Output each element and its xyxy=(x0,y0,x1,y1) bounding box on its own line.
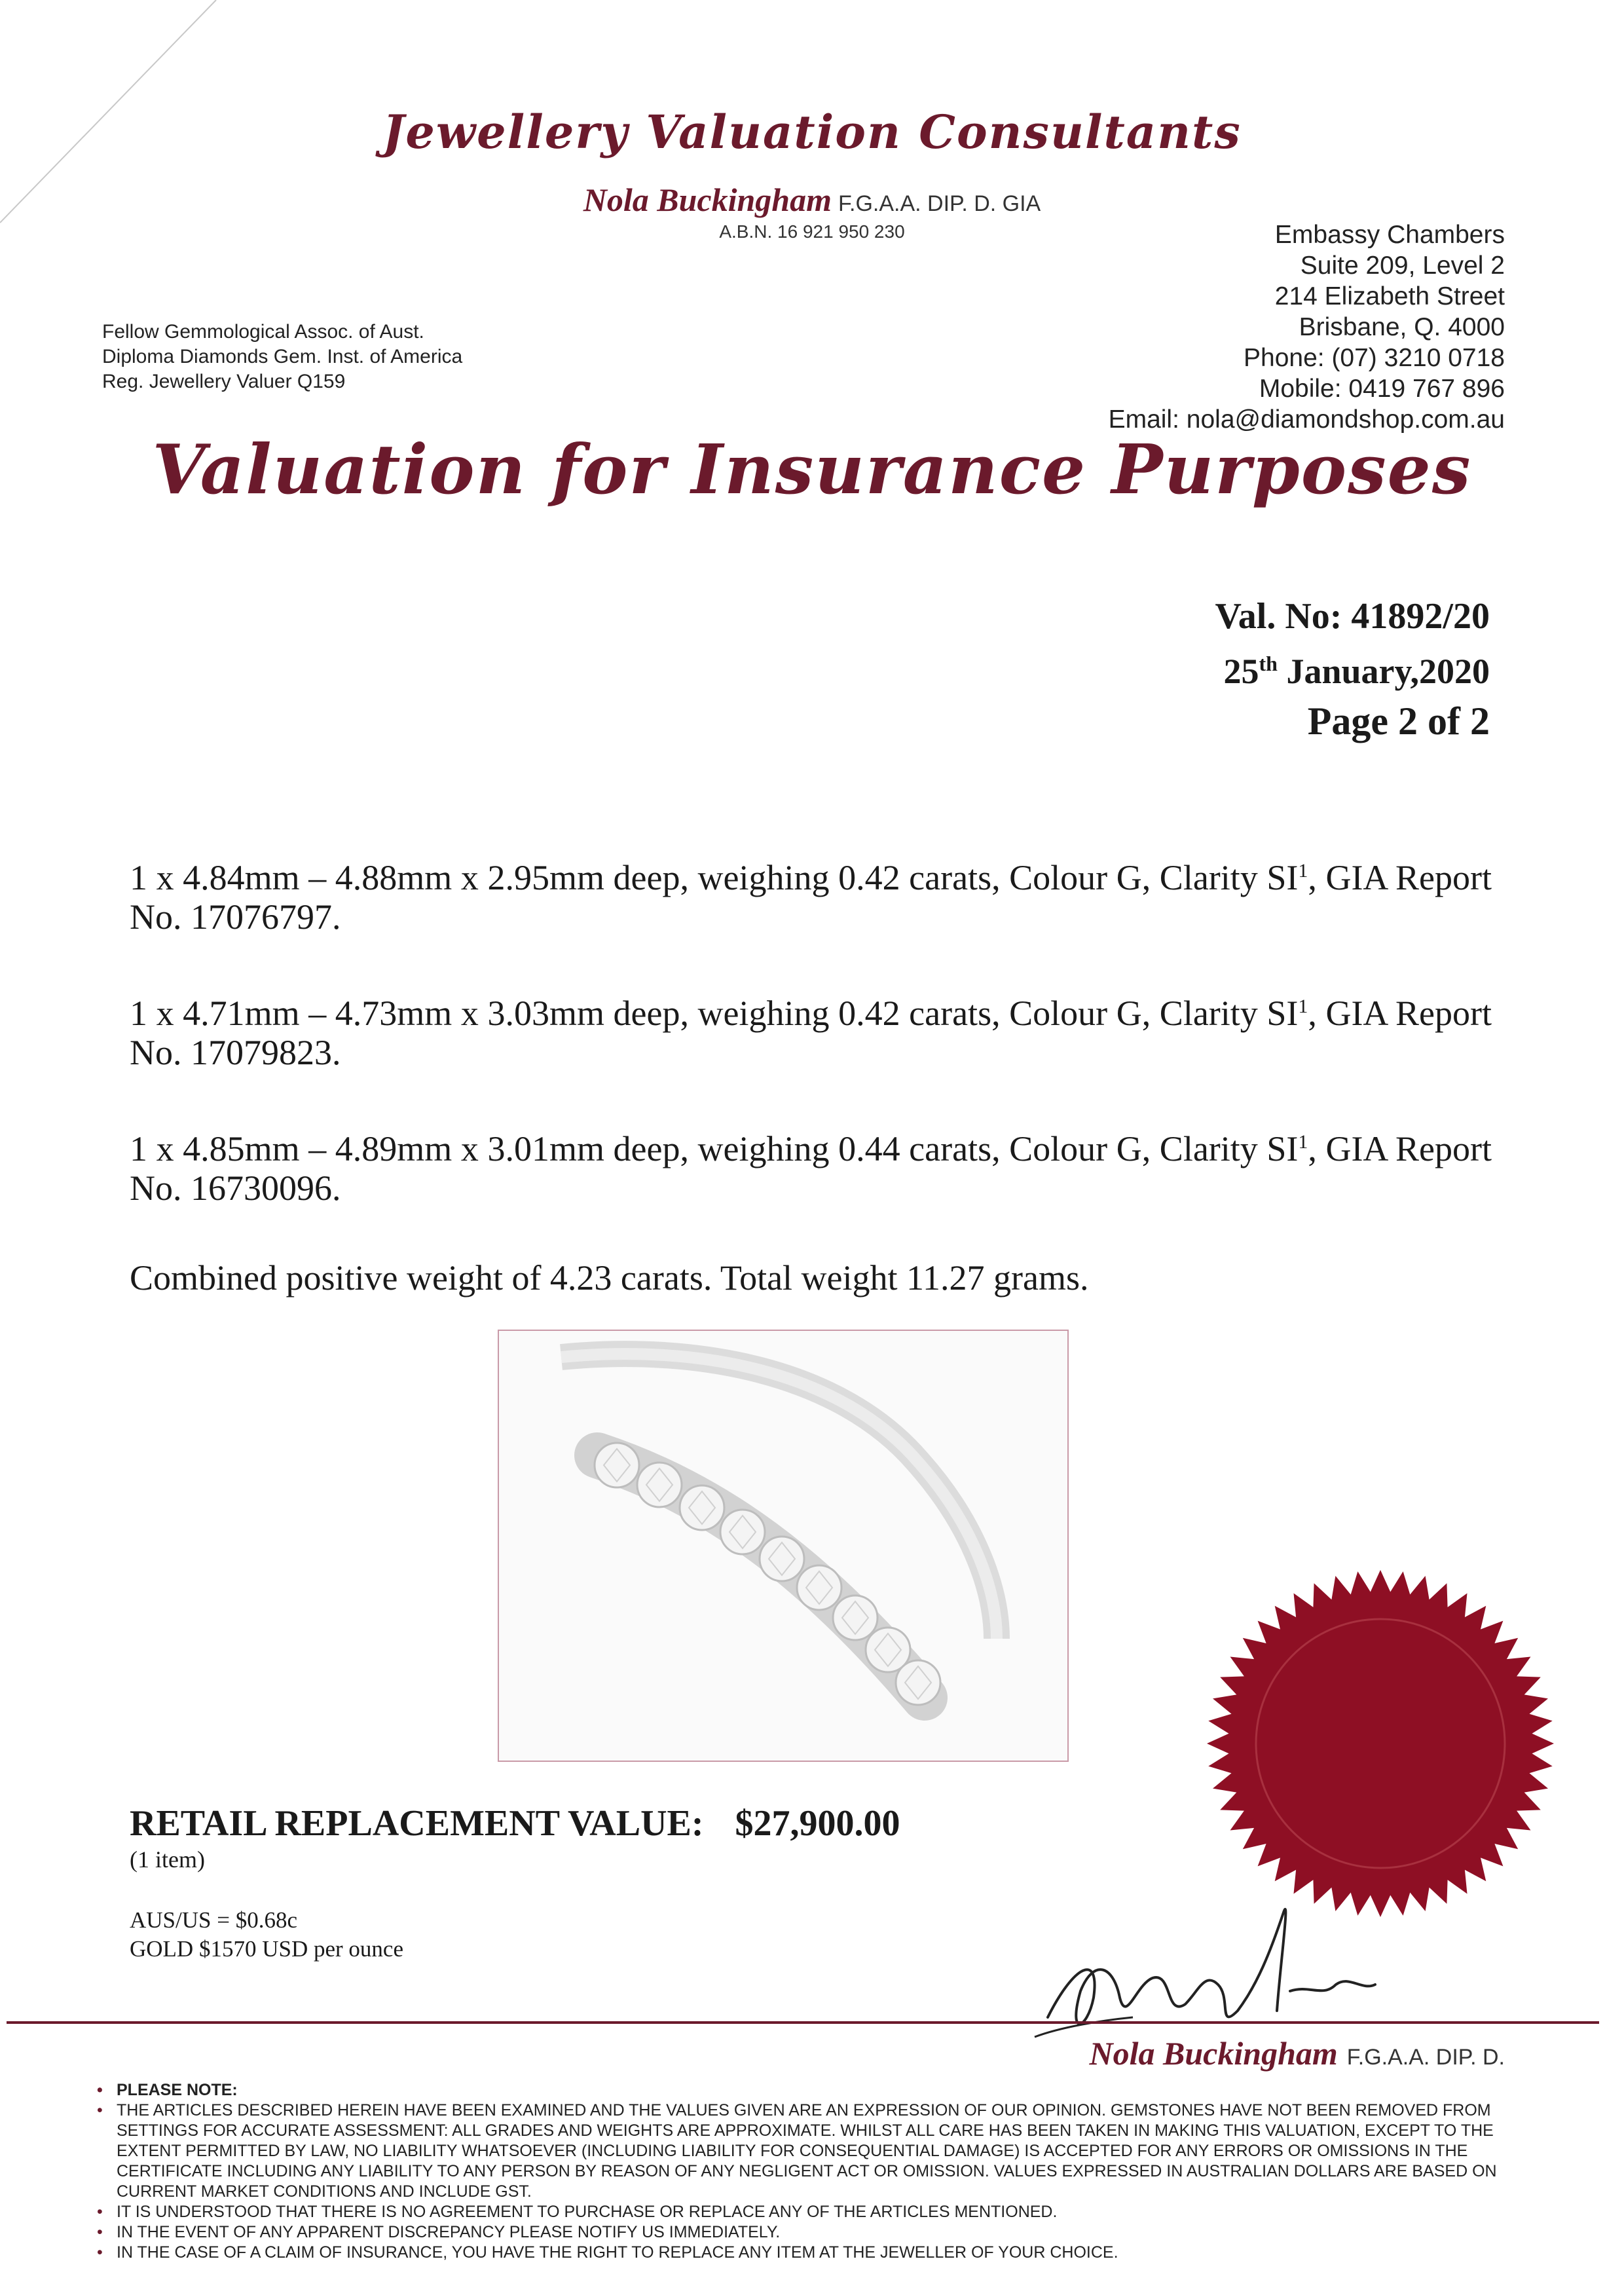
retail-replacement-value xyxy=(130,1802,900,1844)
phone-number: Phone: (07) 3210 0718 xyxy=(1244,344,1505,372)
currency-rate: AUS/US = $0.68c xyxy=(130,1907,298,1933)
signatory-credentials: F.G.A.A. DIP. D. xyxy=(1346,2045,1505,2070)
date-suffix: th xyxy=(1259,652,1278,675)
clarity-grade-superscript: 1 xyxy=(1298,996,1308,1017)
note-item: • IN THE CASE OF A CLAIM OF INSURANCE, YOU HAVE THE RIGHT TO REPLACE ANY ITEM AT THE JEWELLER OF YOUR CHOICE. xyxy=(97,2243,1505,2263)
gia-report-number: , GIA Report No. 16730096. xyxy=(130,1129,1492,1208)
address-line: Embassy Chambers xyxy=(1274,221,1505,249)
note-item: • IT IS UNDERSTOOD THAT THERE IS NO AGREEMENT TO PURCHASE OR REPLACE ANY OF THE ARTICLES MENTIONED. xyxy=(97,2202,1505,2222)
qualification-line: Diploma Diamonds Gem. Inst. of America xyxy=(102,346,463,367)
firm-name: Jewellery Valuation Consultants xyxy=(382,105,1242,159)
diamond-description xyxy=(130,1123,1492,1208)
valuation-meta xyxy=(1215,593,1490,747)
qualification-line: Reg. Jewellery Valuer Q159 xyxy=(102,371,346,392)
qualification-line: Fellow Gemmological Assoc. of Aust. xyxy=(102,321,424,343)
address-block xyxy=(1109,219,1505,435)
handwritten-signature xyxy=(1022,1886,1388,2057)
address-line: 214 Elizabeth Street xyxy=(1274,282,1505,310)
gia-report-number: , GIA Report No. 17079823. xyxy=(130,994,1492,1072)
page-number: Page 2 of 2 xyxy=(1307,700,1490,743)
valuer-credentials: F.G.A.A. DIP. D. GIA xyxy=(838,191,1041,216)
abn-number: A.B.N. 16 921 950 230 xyxy=(719,221,905,242)
date-day: 25 xyxy=(1223,652,1259,691)
diamond-bangle-image xyxy=(499,1331,1067,1761)
diamond-description xyxy=(130,987,1492,1072)
item-count: (1 item) xyxy=(130,1846,205,1873)
gold-price: GOLD $1570 USD per ounce xyxy=(130,1936,403,1962)
red-wax-seal-icon xyxy=(1204,1567,1557,1920)
clarity-grade-superscript: 1 xyxy=(1298,1131,1308,1153)
signatory-name: Nola Buckingham xyxy=(1089,2035,1338,2072)
note-item: • THE ARTICLES DESCRIBED HEREIN HAVE BEEN EXAMINED AND THE VALUES GIVEN ARE AN EXPRESSION OF OUR OPINION. GEMSTONES HAVE NOT BEEN REMOVED FROM SETTINGS FOR ACCURATE ASSESSMENT: ALL GRADES AND WEIGHTS ARE APPROXIMATE. WHILST ALL CARE HAS BEEN TAKEN IN MAKING THIS VALUATION, EXCEPT TO THE EXTENT PERMITTED BY LAW, NO LIABILITY WHATSOEVER (INCLUDING LIABILITY FOR CONSEQUENTIAL DAMAGE) IS ACCEPTED FOR ANY ERRORS OR OMISSIONS IN THE CERTIFICATE INCLUDING ANY LIABILITY TO ANY PERSON BY REASON OF ANY NEGLIGENT ACT OR OMISSION. VALUES EXPRESSED IN AUSTRALIAN DOLLARS ARE BASED ON CURRENT MARKET CONDITIONS AND INCLUDE GST. xyxy=(97,2100,1505,2202)
address-line: Brisbane, Q. 4000 xyxy=(1299,313,1505,341)
valuer-name: Nola Buckingham xyxy=(583,181,832,218)
combined-weight: Combined positive weight of 4.23 carats. Total weight 11.27 grams. xyxy=(130,1258,1089,1297)
clarity-grade-superscript: 1 xyxy=(1298,860,1308,882)
diamond-description xyxy=(130,851,1492,937)
signatory xyxy=(1090,2034,1505,2072)
exchange-rates xyxy=(130,1906,403,1964)
valuation-number: Val. No: 41892/20 xyxy=(1215,596,1490,637)
footer-divider xyxy=(7,2021,1599,2024)
notes-heading: • PLEASE NOTE: xyxy=(97,2080,1505,2100)
diamond-measurements: 1 x 4.85mm – 4.89mm x 3.01mm deep, weighing 0.44 carats, Colour G, Clarity SI xyxy=(130,1129,1299,1168)
please-note-section xyxy=(97,2080,1505,2263)
value-label: RETAIL REPLACEMENT VALUE: xyxy=(130,1803,704,1844)
email-address: Email: nola@diamondshop.com.au xyxy=(1108,405,1505,434)
note-item: • IN THE EVENT OF ANY APPARENT DISCREPANCY PLEASE NOTIFY US IMMEDIATELY. xyxy=(97,2222,1505,2243)
item-descriptions xyxy=(130,851,1492,1297)
value-amount: $27,900.00 xyxy=(735,1803,900,1844)
diamond-measurements: 1 x 4.84mm – 4.88mm x 2.95mm deep, weighing 0.42 carats, Colour G, Clarity SI xyxy=(130,858,1299,897)
date-rest: January,2020 xyxy=(1277,652,1490,691)
gia-report-number: , GIA Report No. 17076797. xyxy=(130,858,1492,937)
qualifications-block xyxy=(102,320,462,394)
document-heading: Valuation for Insurance Purposes xyxy=(152,429,1472,510)
valuer-line xyxy=(0,181,1624,219)
bangle-photo xyxy=(498,1330,1069,1762)
address-line: Suite 209, Level 2 xyxy=(1300,252,1505,280)
mobile-number: Mobile: 0419 767 896 xyxy=(1259,375,1505,403)
diamond-measurements: 1 x 4.71mm – 4.73mm x 3.03mm deep, weighing 0.42 carats, Colour G, Clarity SI xyxy=(130,994,1299,1033)
valuation-date xyxy=(1215,640,1490,695)
